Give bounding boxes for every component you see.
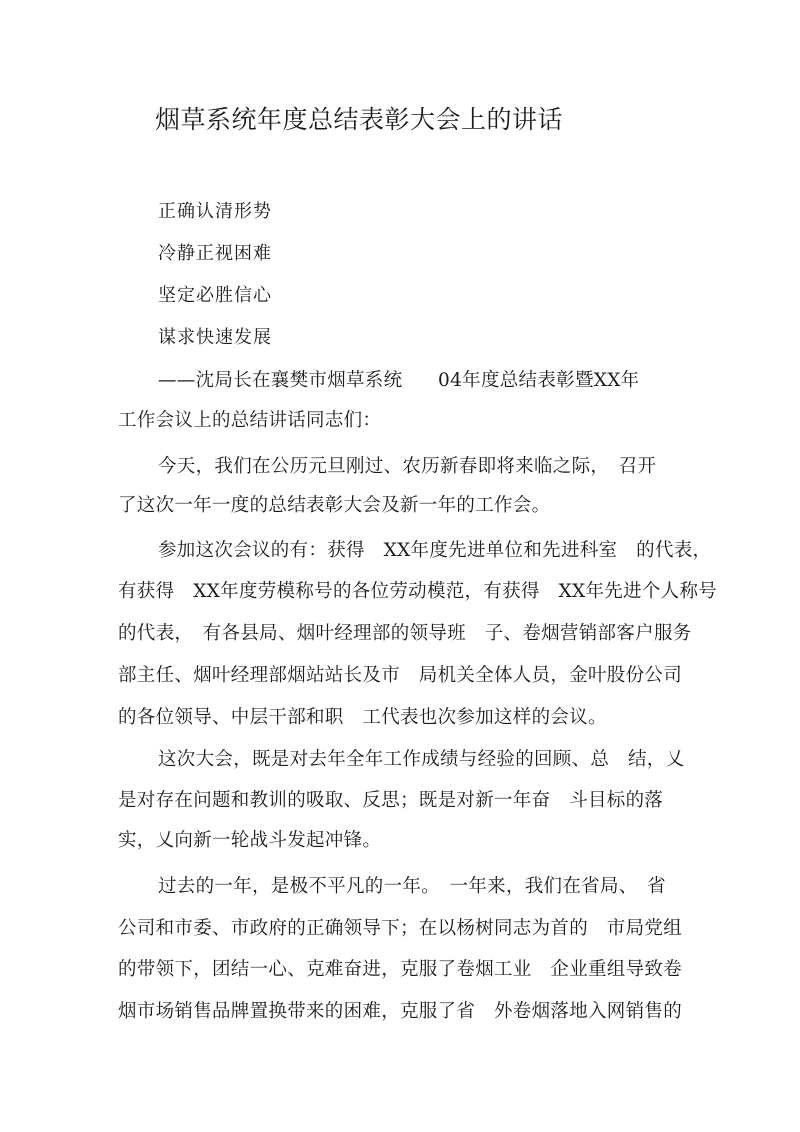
paragraph3-line3: 实，乂向新一轮战斗发起冲锋。 [118, 830, 382, 851]
paragraph2-line3: 的代表， 有各县局、烟叶经理部的领导班 子、卷烟营销部客户服务 [118, 623, 692, 644]
paragraph2-line5: 的各位领导、中层干部和职 工代表也次参加这样的会议。 [118, 707, 607, 728]
paragraph4-line4: 烟市场销售品牌置换带来的困难，克服了省 外卷烟落地入网销售的 [118, 1001, 683, 1022]
subhead-3: 坚定必胜信心 [158, 285, 272, 306]
paragraph4-line2: 公司和市委、市政府的正确领导下；在以杨树同志为首的 市局党组 [118, 918, 683, 939]
byline-part2: 04年度总结表彰暨XX年 [438, 370, 640, 391]
subhead-4: 谋求快速发展 [158, 327, 272, 348]
paragraph2-line2: 有获得 XX年度劳模称号的各位劳动模范，有获得 XX年先进个人称号 [118, 581, 718, 602]
byline-line2: 工作会议上的总结讲话同志们： [118, 410, 382, 431]
paragraph3-line1: 这次大会，既是对去年全年工作成绩与经验的回顾、总 结，乂 [158, 749, 685, 770]
paragraph3-line2: 是对存在问题和教训的吸取、反思；既是对新一年奋 斗目标的落 [118, 790, 664, 811]
subhead-1: 正确认清形势 [158, 201, 272, 222]
paragraph2-line1: 参加这次会议的有：获得 XX年度先进单位和先进科室 的代表， [158, 540, 712, 561]
paragraph1-line2: 了这次一年一度的总结表彰大会及新一年的工作会。 [118, 495, 551, 516]
paragraph2-line4: 部主任、烟叶经理部烟站站长及市 局机关全体人员，金叶股份公司 [118, 665, 683, 686]
subhead-2: 冷静正视困难 [158, 243, 272, 264]
paragraph1-line1: 今天，我们在公历元旦刚过、农历新春即将来临之际， 召开 [158, 456, 657, 477]
paragraph4-line3: 的带领下，团结一心、克难奋进，克服了卷烟工业 企业重组导致卷 [118, 959, 683, 980]
byline-part1: ——沈局长在襄樊市烟草系统 [158, 370, 403, 391]
document-title: 烟草系统年度总结表彰大会上的讲话 [155, 105, 564, 134]
paragraph4-line1: 过去的一年，是极不平凡的一年。 一年来，我们在省局、 省 [158, 876, 666, 897]
